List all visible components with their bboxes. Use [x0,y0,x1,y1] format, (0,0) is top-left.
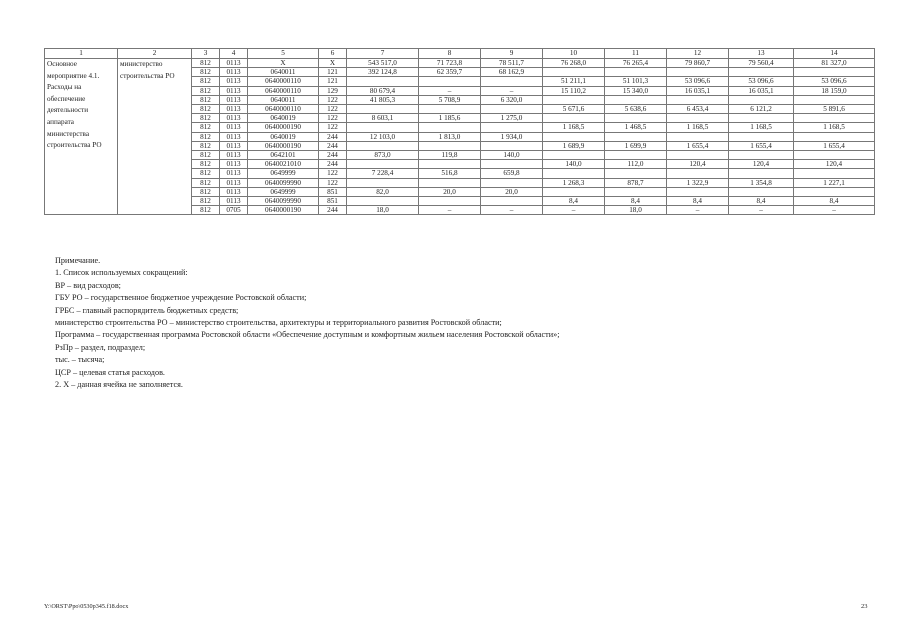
table-cell: 0640021010 [248,160,319,169]
note-line-4: ГРБС – главный распорядитель бюджетных средств; [55,305,239,315]
table-cell: 129 [319,86,347,95]
table-cell: 0705 [220,206,248,215]
note-line-7: РзПр – раздел, подраздел; [55,342,146,352]
table-cell: 20,0 [419,187,481,196]
table-cell: 0113 [220,187,248,196]
table-cell: 812 [192,86,220,95]
table-cell [605,187,667,196]
table-cell [543,132,605,141]
table-cell: 76 268,0 [543,59,605,68]
notes-section [55,255,875,391]
table-cell: 0113 [220,95,248,104]
note-line-5: министерство строительства РО – министерство строительства, архитектуры и территориального развития Ростовской области; [55,318,502,328]
table-cell: 543 517,0 [347,59,419,68]
table-cell: 0640099990 [248,197,319,206]
table-cell [347,77,419,86]
table-cell: 18,0 [605,206,667,215]
table-cell: 812 [192,169,220,178]
table-cell: 12 103,0 [347,132,419,141]
table-cell: 1 268,3 [543,178,605,187]
table-cell: 0640011 [248,95,319,104]
table-cell: 873,0 [347,151,419,160]
table-cell [419,105,481,114]
note-line-2: ВР – вид расходов; [55,280,121,290]
table-cell: 812 [192,160,220,169]
table-cell: 0113 [220,59,248,68]
table-cell [729,68,794,77]
footer-file-path: Y:\ORST\Ppo\0530p345.f18.docx [44,603,129,610]
table-cell: 244 [319,141,347,150]
table-cell [419,197,481,206]
table-cell: 122 [319,178,347,187]
table-cell: 1 655,4 [794,141,875,150]
table-cell: – [794,206,875,215]
table-cell: 0113 [220,77,248,86]
column-header: 2 [118,49,192,59]
table-cell [347,178,419,187]
table-cell: 0649999 [248,169,319,178]
table-cell [605,95,667,104]
note-line-8: тыс. – тысяча; [55,355,105,365]
table-cell [729,95,794,104]
table-cell [347,123,419,132]
note-line-9: ЦСР – целевая статья расходов. [55,367,165,377]
table-cell [347,105,419,114]
table-cell: 0640019 [248,132,319,141]
table-cell: 62 359,7 [419,68,481,77]
column-header: 13 [729,49,794,59]
table-cell: 812 [192,206,220,215]
table-cell [605,68,667,77]
table-cell [667,114,729,123]
table-cell: 1 275,0 [481,114,543,123]
table-cell: 812 [192,95,220,104]
table-cell [605,169,667,178]
table-cell: 79 560,4 [729,59,794,68]
table-cell: 7 228,4 [347,169,419,178]
table-cell: 120,4 [667,160,729,169]
table-cell: 140,0 [481,151,543,160]
table-cell: 68 162,9 [481,68,543,77]
table-cell [605,114,667,123]
table-cell [667,95,729,104]
column-header: 7 [347,49,419,59]
table-cell: 0113 [220,169,248,178]
table-cell: 0113 [220,86,248,95]
table-cell [794,169,875,178]
table-cell: 18 159,0 [794,86,875,95]
table-cell: 8,4 [543,197,605,206]
table-cell: 6 121,2 [729,105,794,114]
table-cell [419,178,481,187]
table-cell: – [543,206,605,215]
table-cell: 812 [192,123,220,132]
table-cell: 8 603,1 [347,114,419,123]
column-header: 12 [667,49,729,59]
table-cell: 0640000190 [248,123,319,132]
table-cell: 812 [192,151,220,160]
table-cell: 1 168,5 [543,123,605,132]
table-cell [729,114,794,123]
column-header: 9 [481,49,543,59]
table-cell [481,77,543,86]
table-cell: 78 511,7 [481,59,543,68]
table-cell [794,187,875,196]
table-cell [729,187,794,196]
table-cell: 0113 [220,123,248,132]
table-cell: 80 679,4 [347,86,419,95]
table-cell: 1 168,5 [667,123,729,132]
table-cell: 0640000110 [248,77,319,86]
table-cell: 6 320,0 [481,95,543,104]
table-cell [543,169,605,178]
table-cell: 15 340,0 [605,86,667,95]
table-cell: 0113 [220,132,248,141]
table-cell: 851 [319,197,347,206]
table-cell [729,151,794,160]
table-cell: X [248,59,319,68]
table-cell: 392 124,8 [347,68,419,77]
table-cell: 812 [192,105,220,114]
table-cell: 0642101 [248,151,319,160]
table-cell [543,187,605,196]
table-cell: 1 322,9 [667,178,729,187]
table-header-row [45,49,875,59]
table-cell [481,123,543,132]
table-cell [347,141,419,150]
table-cell [667,68,729,77]
column-header: 8 [419,49,481,59]
table-cell: 1 655,4 [729,141,794,150]
table-cell: 1 689,9 [543,141,605,150]
table-cell: 122 [319,95,347,104]
table-cell: X [319,59,347,68]
responsible-executor-cell: министерство строительства РО [118,59,192,215]
table-cell: 812 [192,178,220,187]
table-cell: 659,8 [481,169,543,178]
table-cell [729,132,794,141]
note-line-1: 1. Список используемых сокращений: [55,268,188,278]
table-cell: 0113 [220,160,248,169]
table-cell: 1 168,5 [729,123,794,132]
table-cell: 244 [319,206,347,215]
column-header: 6 [319,49,347,59]
activity-name-cell: Основное мероприятие 4.1. Расходы на обеспечение деятельности аппарата министерства строительства РО [45,59,118,215]
table-cell [794,114,875,123]
table-cell: 812 [192,114,220,123]
table-cell: 812 [192,197,220,206]
table-cell: 16 035,1 [667,86,729,95]
table-cell [605,132,667,141]
table-cell: 82,0 [347,187,419,196]
table-cell: 51 211,1 [543,77,605,86]
table-cell: 79 860,7 [667,59,729,68]
table-cell: 5 671,6 [543,105,605,114]
table-cell: 812 [192,187,220,196]
table-cell: 81 327,0 [794,59,875,68]
table-cell: 812 [192,141,220,150]
table-cell [419,141,481,150]
table-cell: 878,7 [605,178,667,187]
table-cell: 0640011 [248,68,319,77]
table-cell: 6 453,4 [667,105,729,114]
table-cell: 1 227,1 [794,178,875,187]
table-cell [794,68,875,77]
table-cell: 1 934,0 [481,132,543,141]
table-cell: 1 185,6 [419,114,481,123]
table-cell: – [667,206,729,215]
column-header: 1 [45,49,118,59]
table-cell: 140,0 [543,160,605,169]
table-row [45,59,875,68]
table-cell: 1 354,8 [729,178,794,187]
table-cell: 53 096,6 [794,77,875,86]
note-line-10: 2. Х – данная ячейка не заполняется. [55,380,183,390]
table-cell: 812 [192,68,220,77]
table-cell: 0113 [220,151,248,160]
table-cell: 812 [192,59,220,68]
table-cell [667,132,729,141]
table-cell: 122 [319,114,347,123]
table-cell: 1 655,4 [667,141,729,150]
table-cell: 20,0 [481,187,543,196]
table-cell [481,160,543,169]
table-cell [667,151,729,160]
table-cell: 0640000110 [248,105,319,114]
table-cell [481,178,543,187]
notes-title: Примечание. [55,256,101,265]
table-cell [667,169,729,178]
table-cell: – [419,206,481,215]
table-cell: 122 [319,123,347,132]
table-cell: 16 035,1 [729,86,794,95]
table-cell: 18,0 [347,206,419,215]
column-header: 3 [192,49,220,59]
table-cell: 0640019 [248,114,319,123]
table-cell: 0640000190 [248,141,319,150]
table-cell: – [481,206,543,215]
table-cell [794,151,875,160]
table-cell [543,95,605,104]
table-cell: 812 [192,77,220,86]
table-cell: 121 [319,77,347,86]
table-cell: 120,4 [729,160,794,169]
table-cell: 1 813,0 [419,132,481,141]
table-cell: 5 708,9 [419,95,481,104]
table-cell: 0649999 [248,187,319,196]
table-cell: 121 [319,68,347,77]
table-cell [605,151,667,160]
table-cell: 1 168,5 [794,123,875,132]
table-cell [481,105,543,114]
column-header: 10 [543,49,605,59]
note-line-3: ГБУ РО – государственное бюджетное учреждение Ростовской области; [55,293,307,303]
table-cell [419,160,481,169]
table-cell: 516,8 [419,169,481,178]
table-cell [347,160,419,169]
table-cell: 0113 [220,178,248,187]
table-cell [543,68,605,77]
table-cell: 1 699,9 [605,141,667,150]
table-cell [347,197,419,206]
table-cell: 0640099990 [248,178,319,187]
table-cell: 244 [319,132,347,141]
table-cell: 244 [319,151,347,160]
column-header: 14 [794,49,875,59]
table-cell [543,114,605,123]
table-cell: 76 265,4 [605,59,667,68]
table-cell: 71 723,8 [419,59,481,68]
table-cell: 0113 [220,141,248,150]
table-cell: 244 [319,160,347,169]
table-cell: 122 [319,105,347,114]
table-cell [794,95,875,104]
table-cell [419,77,481,86]
table-cell: 112,0 [605,160,667,169]
table-cell [481,197,543,206]
table-cell: 812 [192,132,220,141]
table-cell: 120,4 [794,160,875,169]
table-cell: 8,4 [794,197,875,206]
table-cell: 119,8 [419,151,481,160]
page-number: 23 [861,603,868,610]
table-cell: 0113 [220,105,248,114]
budget-table [44,48,875,215]
table-cell: 15 110,2 [543,86,605,95]
table-cell: 122 [319,169,347,178]
table-cell: 0113 [220,114,248,123]
table-cell [667,187,729,196]
table-cell: – [419,86,481,95]
table-cell [729,169,794,178]
table-cell: 8,4 [729,197,794,206]
table-cell: 41 805,3 [347,95,419,104]
table-cell: – [729,206,794,215]
table-cell: 53 096,6 [729,77,794,86]
table-cell: 0640000190 [248,206,319,215]
table-cell: 1 468,5 [605,123,667,132]
table-cell: 0640000110 [248,86,319,95]
table-cell: 851 [319,187,347,196]
table-cell: – [481,86,543,95]
table-cell [419,123,481,132]
table-cell: 0113 [220,197,248,206]
table-cell [481,141,543,150]
table-cell [543,151,605,160]
table-cell: 0113 [220,68,248,77]
table-cell: 51 101,3 [605,77,667,86]
table-cell: 5 638,6 [605,105,667,114]
column-header: 4 [220,49,248,59]
table-cell: 5 891,6 [794,105,875,114]
table-cell: 8,4 [605,197,667,206]
note-line-6: Программа – государственная программа Ростовской области «Обеспечение доступным и комфортным жильем населения Ростовской области»; [55,330,560,340]
table-cell: 8,4 [667,197,729,206]
column-header: 5 [248,49,319,59]
column-header: 11 [605,49,667,59]
table-cell: 53 096,6 [667,77,729,86]
table-cell [794,132,875,141]
